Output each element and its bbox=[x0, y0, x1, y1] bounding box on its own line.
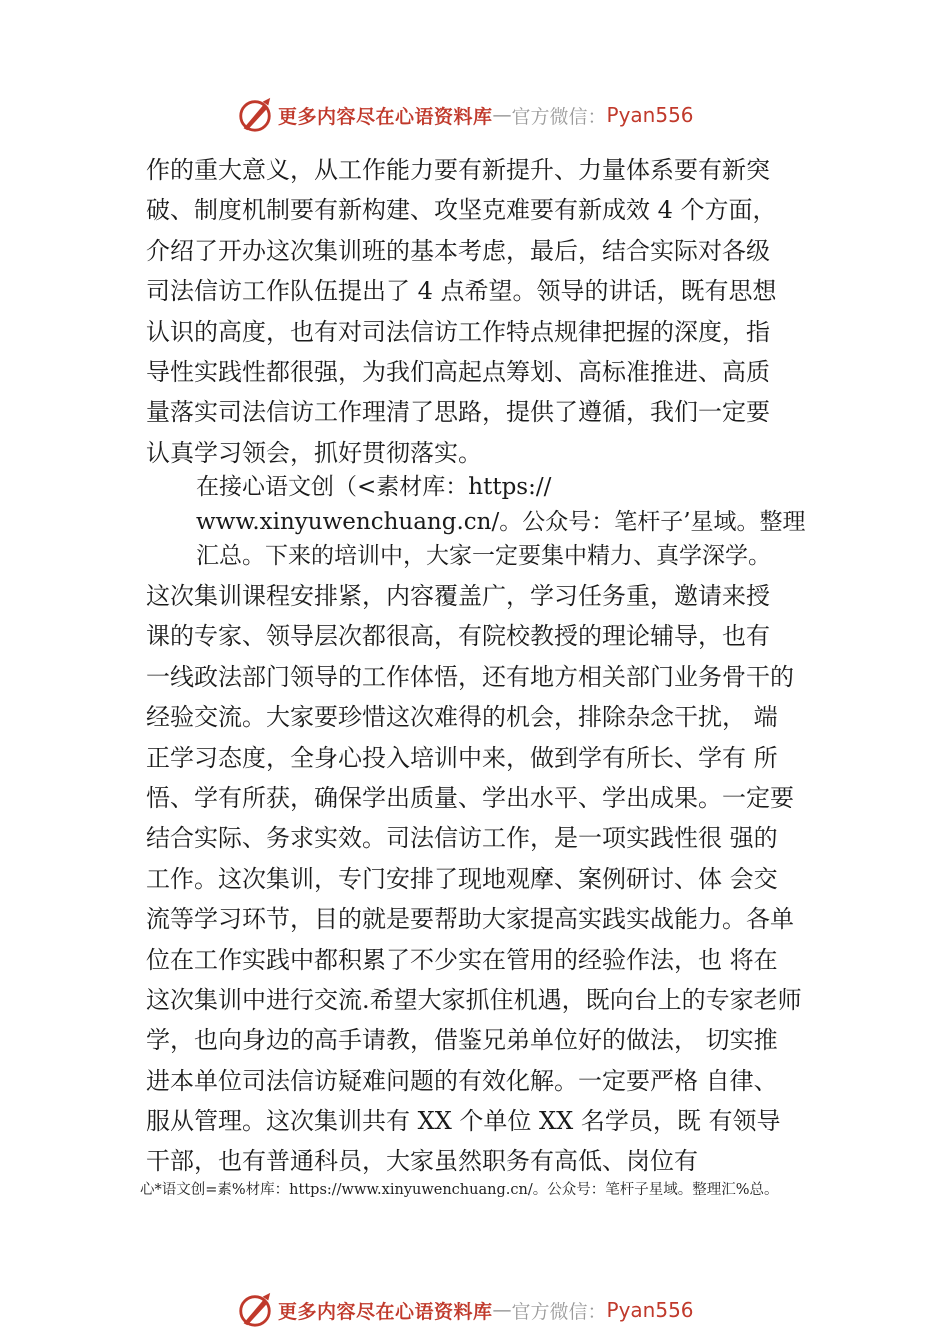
banner-title: 更多内容尽在心语资料库 bbox=[278, 105, 493, 128]
banner-subtitle: 官方微信： bbox=[511, 1300, 607, 1323]
banner-subtitle: 官方微信： bbox=[511, 105, 607, 128]
text-line: 作的重大意义，从工作能力要有新提升、力量体系要有新突 bbox=[146, 156, 770, 184]
text-line: 破、制度机制要有新构建、攻坚克难要有新成效 4 个方面， bbox=[146, 196, 777, 225]
text-line: www.xinyuwenchuang.cn/。公众号：笔杆子’星域。整理 bbox=[196, 508, 806, 535]
text-line: 这次集训课程安排紧，内容覆盖广，学习任务重，邀请来授 bbox=[146, 582, 770, 610]
text-line: 司法信访工作队伍提出了 4 点希望。领导的讲话，既有思想 bbox=[146, 277, 777, 306]
text-line: 认真学习领会，抓好贯彻落实。 bbox=[146, 438, 482, 467]
header-banner bbox=[236, 95, 694, 135]
text-line: 进本单位司法信访疑难问题的有效化解。一定要严格 自律、 bbox=[146, 1066, 778, 1095]
banner-title: 更多内容尽在心语资料库 bbox=[278, 1300, 493, 1323]
text-line: 流等学习环节，目的就是要帮助大家提高实践实战能力。各单 bbox=[146, 905, 794, 934]
text-line: 学，也向身边的高手请教，借鉴兄弟单位好的做法， 切实推 bbox=[146, 1026, 778, 1055]
banner-dash: — bbox=[492, 1299, 512, 1321]
banner-wechat-id: Pyan556 bbox=[606, 103, 694, 127]
footer-banner bbox=[236, 1290, 694, 1330]
footer-note: 心*语文创=素%材库：https://www.xinyuwenchuang.cn/。公众号：笔杆子星域。整理汇%总。 bbox=[140, 1182, 779, 1198]
text-line: 干部，也有普通科员，大家虽然职务有高低、岗位有 bbox=[146, 1147, 698, 1176]
text-line: 一线政法部门领导的工作体悟，还有地方相关部门业务骨干的 bbox=[146, 662, 794, 691]
text-line: 正学习态度，全身心投入培训中来，做到学有所长、学有 所 bbox=[146, 743, 778, 772]
text-line: 服从管理。这次集训共有 XX 个单位 XX 名学员，既 有领导 bbox=[146, 1107, 781, 1136]
pen-logo-icon bbox=[236, 96, 274, 134]
paragraph-3 bbox=[146, 576, 836, 1182]
paragraph-2 bbox=[196, 470, 836, 574]
banner-wechat-id: Pyan556 bbox=[606, 1298, 694, 1322]
text-line: 结合实际、务求实效。司法信访工作，是一项实践性很 强的 bbox=[146, 824, 778, 853]
pen-logo-icon bbox=[236, 1291, 274, 1329]
text-line: 介绍了开办这次集训班的基本考虑，最后，结合实际对各级 bbox=[146, 236, 770, 265]
text-line: 位在工作实践中都积累了不少实在管用的经验作法，也 将在 bbox=[146, 945, 778, 974]
text-line: 汇总。下来的培训中，大家一定要集中精力、真学深学。 bbox=[196, 543, 771, 569]
text-line: 在接心语文创（<素材库：https:// bbox=[196, 474, 552, 500]
text-line: 认识的高度，也有对司法信访工作特点规律把握的深度，指 bbox=[146, 317, 770, 346]
text-line: 导性实践性都很强，为我们高起点筹划、高标准推进、高质 bbox=[146, 357, 770, 386]
text-line: 这次集训中进行交流.希望大家抓住机遇，既向台上的专家老师 bbox=[146, 985, 802, 1014]
text-line: 悟、学有所获，确保学出质量、学出水平、学出成果。一定要 bbox=[146, 783, 794, 812]
text-line: 经验交流。大家要珍惜这次难得的机会，排除杂念干扰， 端 bbox=[146, 703, 778, 732]
banner-dash: — bbox=[492, 104, 512, 126]
paragraph-1 bbox=[146, 150, 836, 473]
text-line: 工作。这次集训，专门安排了现地观摩、案例研讨、体 会交 bbox=[146, 864, 778, 893]
text-line: 课的专家、领导层次都很高，有院校教授的理论辅导，也有 bbox=[146, 622, 770, 651]
text-line: 量落实司法信访工作理清了思路，提供了遵循，我们一定要 bbox=[146, 398, 770, 427]
